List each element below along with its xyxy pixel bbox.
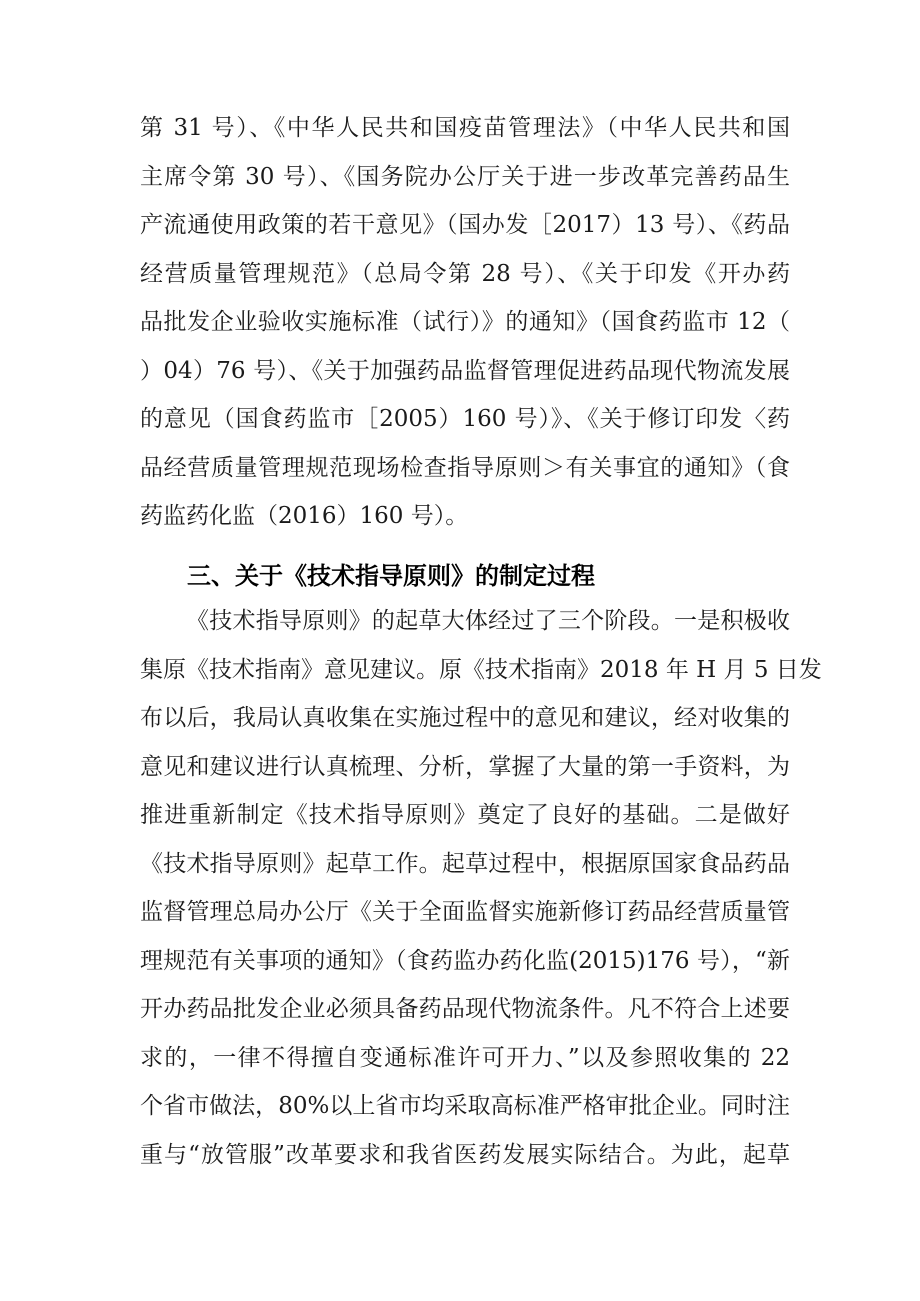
text-line: 个省市做法，80%以上省市均采取高标准严格审批企业。同时注 [140,1093,790,1119]
text-line: 理规范有关事项的通知》（食药监办药化监(2015)176 号），“新 [140,947,790,974]
text-line: 布以后，我局认真收集在实施过程中的意见和建议，经对收集的 [140,705,790,731]
text-line: 求的，一律不得擅自变通标准许可开力、”以及参照收集的 22 [140,1044,790,1071]
text-line: 意见和建议进行认真梳理、分析，掌握了大量的第一手资料，为 [140,753,790,780]
text-line: 产流通使用政策的若干意见》（国办发［2017）13 号）、《药品 [140,212,790,238]
text-line: 药监药化监（2016）160 号）。 [140,503,469,529]
text-line: 《技术指导原则》的起草大体经过了三个阶段。一是积极收 [186,608,790,634]
text-line: 重与“放管服”改革要求和我省医药发展实际结合。为此，起草 [140,1141,790,1168]
text-line: 主席令第 30 号）、《国务院办公厅关于进一步改革完善药品生 [140,163,790,190]
text-line: 开办药品批发企业必须具备药品现代物流条件。凡不符合上述要 [140,996,790,1022]
text-line: 监督管理总局办公厅《关于全面监督实施新修订药品经营质量管 [140,899,790,925]
text-line: 推进重新制定《技术指导原则》奠定了良好的基础。二是做好 [140,802,790,828]
paragraph-legal-references [140,104,790,541]
text-line: ）04）76 号）、《关于加强药品监督管理促进药品现代物流发展 [140,357,790,384]
text-line: 品批发企业验收实施标准（试行）》的通知》（国食药监市 12（ [140,309,790,335]
text-line: 《技术指导原则》起草工作。起草过程中，根据原国家食品药品 [140,850,790,877]
text-line: 集原《技术指南》意见建议。原《技术指南》2018 年 H 月 5 日发 [140,656,822,683]
paragraph-drafting-process [140,597,822,1179]
text-line: 的意见（国食药监市［2005）160 号）》、《关于修订印发〈药 [140,406,790,432]
text-line: 品经营质量管理规范现场检查指导原则＞有关事宜的通知》（食 [140,454,790,481]
text-line: 第 31 号）、《中华人民共和国疫苗管理法》（中华人民共和国 [140,115,790,141]
text-line: 经营质量管理规范》（总局令第 28 号）、《关于印发《开办药 [140,260,790,287]
section-heading: 三、关于《技术指导原则》的制定过程 [187,562,595,590]
